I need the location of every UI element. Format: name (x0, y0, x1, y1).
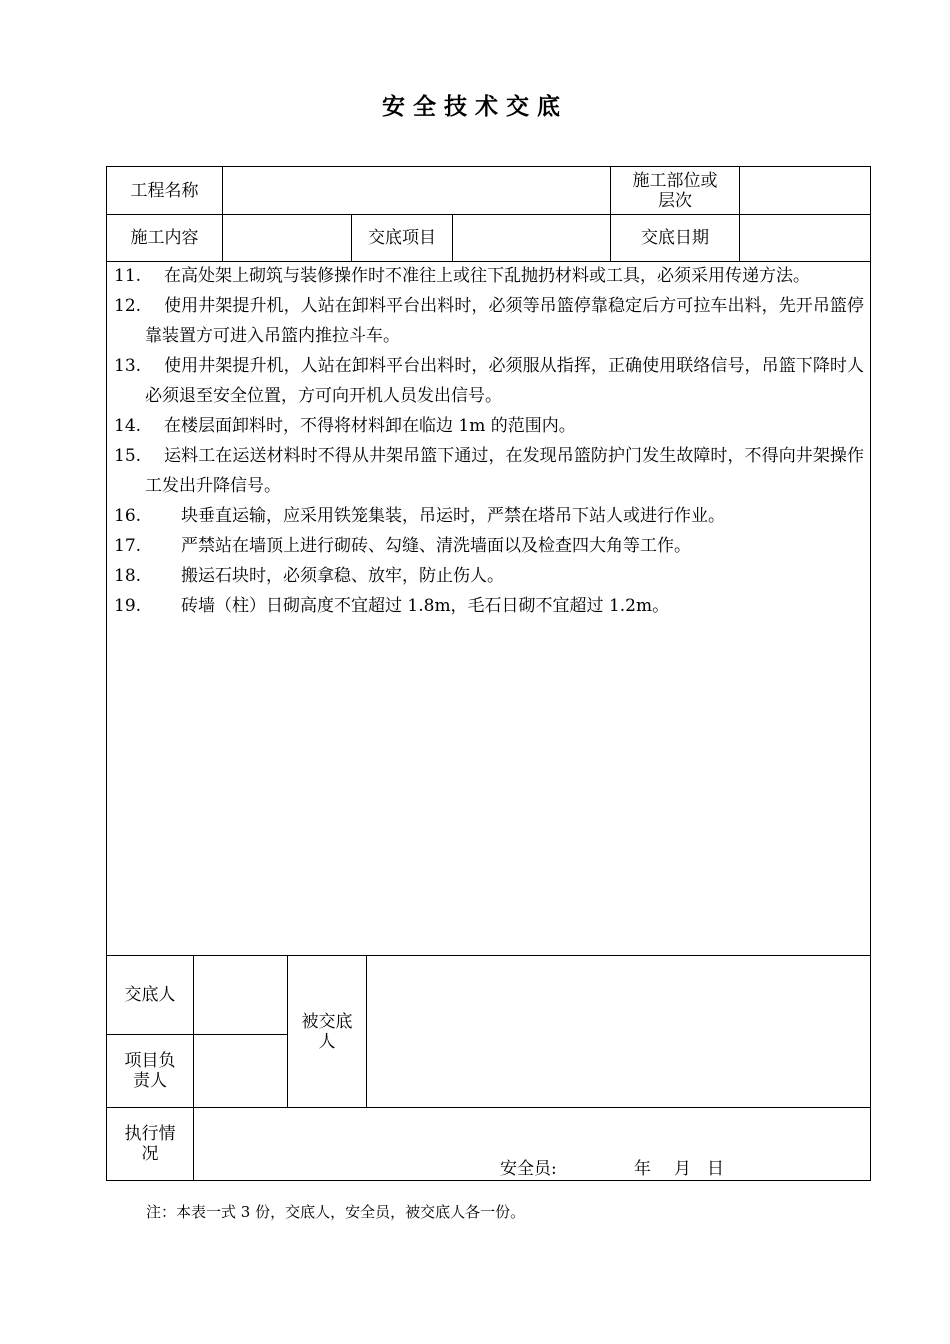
safety-items-list (114, 261, 864, 621)
recipient-signature-field[interactable] (367, 956, 870, 1107)
discloser-signature-field[interactable] (194, 956, 287, 1034)
item-text: 严禁站在墙顶上进行砌砖、勾缝、清洗墙面以及检查四大角等工作。 (181, 536, 691, 556)
list-item (114, 351, 864, 411)
table-border-right (870, 166, 871, 1181)
list-item (114, 411, 864, 441)
item-number: 14. (114, 416, 142, 436)
item-text: 在楼层面卸料时，不得将材料卸在临边 1m 的范围内。 (164, 416, 576, 436)
item-number: 13. (114, 356, 142, 376)
content-value[interactable] (223, 215, 351, 261)
list-item (114, 441, 864, 501)
safety-officer-label: 安全员: (500, 1159, 557, 1179)
location-value[interactable] (740, 167, 870, 214)
list-item (114, 591, 864, 621)
location-label: 施工部位或层次 (632, 170, 718, 211)
day-label: 日 (707, 1159, 724, 1179)
list-item (114, 531, 864, 561)
project-name-label: 工程名称 (130, 180, 199, 201)
month-label: 月 (674, 1159, 691, 1179)
list-item (114, 501, 864, 531)
item-text: 块垂直运输，应采用铁笼集装，吊运时，严禁在塔吊下站人或进行作业。 (181, 506, 725, 526)
item-number: 11. (114, 266, 142, 286)
page-title: 安全技术交底 (382, 93, 568, 120)
item-value[interactable] (453, 215, 610, 261)
project-name-value[interactable] (223, 167, 610, 214)
item-text: 搬运石块时，必须拿稳、放牢，防止伤人。 (181, 566, 504, 586)
item-text: 使用井架提升机，人站在卸料平台出料时，必须等吊篮停靠稳定后方可拉车出料，先开吊篮停靠装置方可进入吊篮内推拉斗车。 (145, 296, 864, 346)
item-text: 使用井架提升机，人站在卸料平台出料时，必须服从指挥，正确使用联络信号，吊篮下降时人必须退至安全位置，方可向开机人员发出信号。 (145, 356, 864, 406)
date-value[interactable] (740, 215, 870, 261)
footer-note: 注：本表一式 3 份，交底人，安全员，被交底人各一份。 (146, 1203, 526, 1221)
item-number: 15. (114, 446, 142, 466)
content-label: 施工内容 (130, 228, 199, 248)
list-item (114, 291, 864, 351)
item-label: 交底项目 (368, 228, 436, 248)
item-text: 运料工在运送材料时不得从井架吊篮下通过，在发现吊篮防护门发生故障时，不得向井架操作工发出升降信号。 (145, 446, 864, 496)
list-item (114, 561, 864, 591)
execution-label: 执行情况 (124, 1124, 176, 1164)
item-number: 17. (114, 536, 142, 556)
item-text: 在高处架上砌筑与装修操作时不准往上或往下乱抛扔材料或工具，必须采用传递方法。 (164, 266, 810, 286)
item-number: 12. (114, 296, 142, 316)
year-label: 年 (634, 1159, 651, 1179)
item-number: 18. (114, 566, 142, 586)
table-divider (106, 1107, 871, 1108)
table-border-bottom (106, 1180, 871, 1181)
recipient-label: 被交底人 (301, 1011, 353, 1052)
item-text: 砖墙（柱）日砌高度不宜超过 1.8m，毛石日砌不宜超过 1.2m。 (181, 596, 670, 616)
project-leader-signature-field[interactable] (194, 1035, 287, 1107)
discloser-label: 交底人 (124, 985, 176, 1005)
project-leader-label: 项目负责人 (124, 1051, 176, 1091)
item-number: 16. (114, 506, 142, 526)
list-item (114, 261, 864, 291)
item-number: 19. (114, 596, 142, 616)
date-label: 交底日期 (641, 228, 709, 248)
